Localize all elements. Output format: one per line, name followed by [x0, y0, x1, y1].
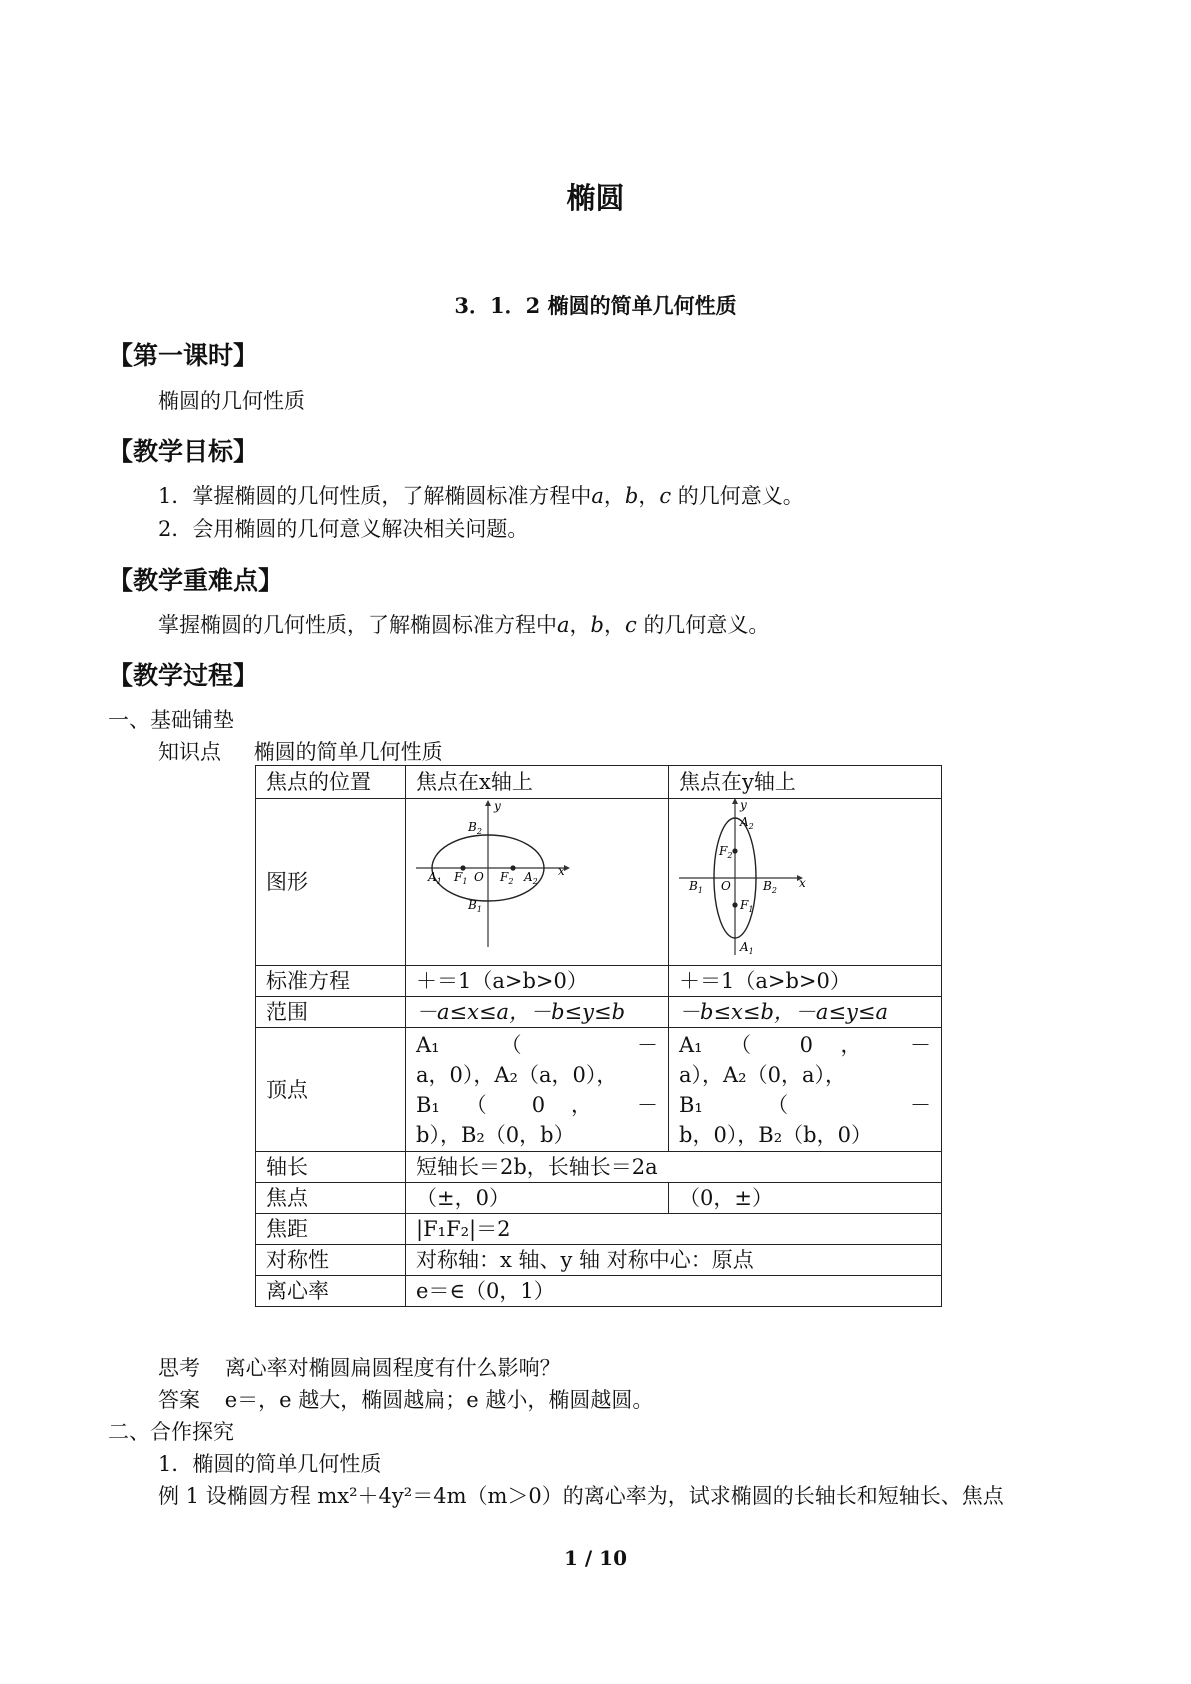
ellipse-properties-table — [255, 765, 942, 1307]
vertex-x-line: a，0），A₂（a，0）， — [416, 1062, 618, 1087]
table-row — [256, 997, 942, 1028]
svg-text:y: y — [494, 799, 501, 813]
knowledge-title: 椭圆的简单几何性质 — [253, 740, 443, 764]
key-points-text-start: 掌握椭圆的几何性质，了解椭圆标准方程中 — [158, 613, 557, 637]
row-label-vertex: 顶点 — [256, 1028, 406, 1152]
table-row — [256, 1028, 942, 1152]
think-line — [158, 1352, 561, 1384]
row-label-equation: 标准方程 — [256, 966, 406, 997]
vertex-x — [406, 1028, 669, 1152]
objective-1: 1．掌握椭圆的几何性质，了解椭圆标准方程中a，b，c 的几何意义。 — [158, 484, 804, 508]
eccentricity: e＝∈（0，1） — [406, 1276, 942, 1307]
svg-text:B2: $B_2$ — [763, 879, 777, 895]
svg-text:y: y — [740, 799, 747, 812]
table-header-cell: 焦点的位置 — [256, 766, 406, 799]
row-label-symmetry: 对称性 — [256, 1245, 406, 1276]
equation-x: ＋＝1（a>b>0） — [406, 966, 669, 997]
example-1: 例 1 设椭圆方程 mx²＋4y²＝4m（m＞0）的离心率为，试求椭圆的长轴长和短轴长、焦点 — [158, 1484, 1004, 1508]
row-label-focus: 焦点 — [256, 1183, 406, 1214]
axis-length: 短轴长＝2b，长轴长＝2a — [406, 1152, 942, 1183]
svg-text:F2: $F_2$ — [719, 844, 733, 860]
table-row — [256, 966, 942, 997]
part1-heading: 一、基础铺垫 — [108, 708, 234, 732]
focal-distance: |F₁F₂|＝2 — [406, 1214, 942, 1245]
answer-line — [158, 1384, 653, 1416]
answer-label: 答案 — [158, 1388, 200, 1412]
section-title: 3．1．2 椭圆的简单几何性质 — [454, 293, 737, 318]
part2-heading: 二、合作探究 — [108, 1420, 234, 1444]
table-header-cell: 焦点在y轴上 — [669, 766, 942, 799]
vertex-x-line: b），B₂（0，b） — [416, 1122, 575, 1147]
table-row — [256, 1276, 942, 1307]
row-label-figure: 图形 — [256, 799, 406, 966]
vertex-y-line: A₁ （ 0 ， － — [679, 1032, 931, 1057]
part2-item1: 1．椭圆的简单几何性质 — [158, 1452, 382, 1476]
ellipse-x-axis-figure — [406, 799, 668, 957]
think-text: 离心率对椭圆扁圆程度有什么影响？ — [224, 1356, 561, 1380]
table-row — [256, 799, 942, 966]
svg-text:F2: $F_2$ — [500, 870, 514, 886]
focus-y: （0，±） — [669, 1183, 942, 1214]
row-label-axis: 轴长 — [256, 1152, 406, 1183]
svg-text:O: O — [474, 870, 484, 884]
objective-2: 2．会用椭圆的几何意义解决相关问题。 — [158, 517, 529, 541]
vertex-y-line: B₁ （ － — [679, 1092, 931, 1117]
table-row — [256, 1183, 942, 1214]
equation-y: ＋＝1（a>b>0） — [669, 966, 942, 997]
table-row — [256, 1245, 942, 1276]
knowledge-point — [158, 736, 443, 768]
page-number: 1 / 10 — [564, 1546, 627, 1570]
vertex-y-line: a），A₂（0，a）， — [679, 1062, 846, 1087]
svg-text:F1: $F_1$ — [740, 898, 754, 914]
svg-text:x: x — [799, 876, 806, 890]
svg-text:A2: $A_2$ — [740, 815, 754, 831]
figure-cell-x — [406, 799, 669, 966]
document-title: 椭圆 — [566, 181, 625, 215]
knowledge-label: 知识点 — [158, 740, 221, 764]
lesson-heading: 【第一课时】 — [108, 341, 259, 370]
vertex-y — [669, 1028, 942, 1152]
svg-text:A1: $A_1$ — [428, 870, 442, 886]
lesson-topic: 椭圆的几何性质 — [158, 389, 305, 413]
table-row — [256, 766, 942, 799]
key-points-heading: 【教学重难点】 — [108, 566, 284, 595]
svg-text:B2: $B_2$ — [468, 820, 482, 836]
svg-text:B1: $B_1$ — [689, 879, 703, 895]
svg-text:A1: $A_1$ — [740, 940, 754, 956]
range-x: －a≤x≤a，－b≤y≤b — [406, 997, 669, 1028]
key-points-text-end: 的几何意义。 — [643, 613, 770, 637]
vertex-x-line: A₁ （ － — [416, 1032, 658, 1057]
row-label-focal-distance: 焦距 — [256, 1214, 406, 1245]
ellipse-y-axis-figure — [669, 799, 941, 957]
key-points-text: 掌握椭圆的几何性质，了解椭圆标准方程中a，b，c 的几何意义。 — [158, 613, 770, 637]
range-y: －b≤x≤b，－a≤y≤a — [669, 997, 942, 1028]
table-row — [256, 1214, 942, 1245]
focus-x: （±，0） — [406, 1183, 669, 1214]
table-header-cell: 焦点在x轴上 — [406, 766, 669, 799]
svg-text:x: x — [558, 864, 565, 878]
symmetry: 对称轴：x 轴、y 轴 对称中心：原点 — [406, 1245, 942, 1276]
process-heading: 【教学过程】 — [108, 661, 259, 690]
vertex-y-line: b，0），B₂（b，0） — [679, 1122, 872, 1147]
svg-text:O: O — [721, 879, 731, 893]
svg-text:B1: $B_1$ — [468, 898, 482, 914]
objective-1-text: 1．掌握椭圆的几何性质，了解椭圆标准方程中 — [158, 484, 592, 508]
row-label-range: 范围 — [256, 997, 406, 1028]
table-row — [256, 1152, 942, 1183]
figure-cell-y — [669, 799, 942, 966]
answer-text: e＝，e 越大，椭圆越扁；e 越小，椭圆越圆。 — [224, 1388, 654, 1412]
svg-text:F1: $F_1$ — [454, 870, 468, 886]
svg-text:A2: $A_2$ — [524, 870, 538, 886]
row-label-eccentricity: 离心率 — [256, 1276, 406, 1307]
objective-1-text-end: 的几何意义。 — [677, 484, 804, 508]
objectives-heading: 【教学目标】 — [108, 437, 259, 466]
vertex-x-line: B₁ （ 0 ， － — [416, 1092, 658, 1117]
think-label: 思考 — [158, 1356, 200, 1380]
